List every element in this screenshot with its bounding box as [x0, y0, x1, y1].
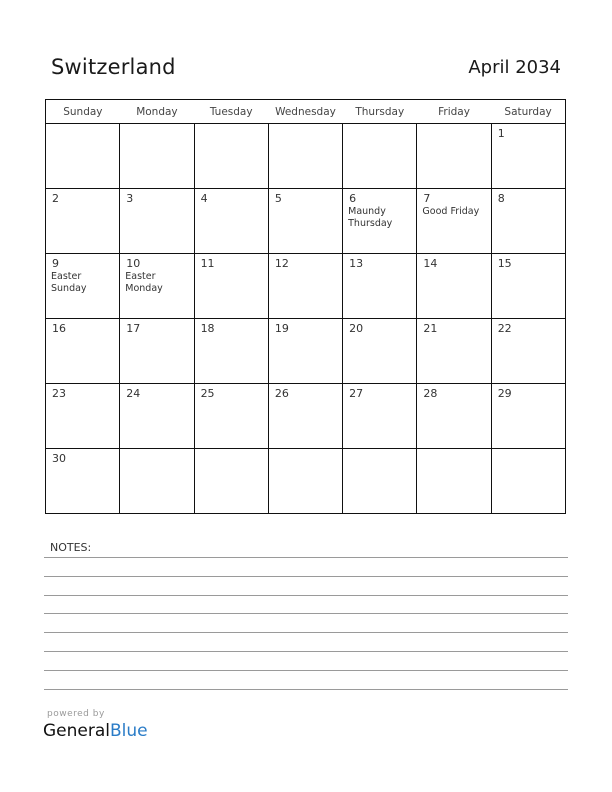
day-cell	[120, 254, 194, 319]
day-cell	[343, 254, 417, 319]
day-number	[195, 449, 268, 452]
day-number: 18	[200, 322, 215, 335]
day-number	[492, 449, 565, 452]
day-cell	[343, 449, 417, 514]
generalblue-logo	[43, 721, 148, 741]
week-row	[46, 319, 566, 384]
day-cell	[343, 384, 417, 449]
notes-line	[44, 689, 568, 690]
week-row	[46, 124, 566, 189]
day-cell	[46, 124, 120, 189]
notes-line	[44, 576, 568, 577]
day-number: 9	[52, 257, 59, 270]
calendar-grid	[45, 99, 566, 514]
notes-line	[44, 595, 568, 596]
day-number: 11	[200, 257, 215, 270]
day-number: 24	[126, 387, 141, 400]
day-number: 8	[497, 192, 505, 205]
day-number: 7	[423, 192, 431, 205]
day-number	[195, 124, 268, 127]
day-number: 27	[349, 387, 364, 400]
day-cell	[343, 124, 417, 189]
day-cell	[46, 319, 120, 384]
weekday-thursday: Thursday	[343, 100, 417, 124]
notes-line	[44, 557, 568, 558]
day-cell	[343, 189, 417, 254]
day-cell	[120, 189, 194, 254]
weekday-monday: Monday	[120, 100, 194, 124]
day-number: 16	[52, 322, 66, 335]
day-number: 3	[126, 192, 134, 205]
day-number	[417, 449, 490, 452]
day-number: 17	[126, 322, 141, 335]
day-number: 19	[274, 322, 289, 335]
holiday-label: Easter Sunday	[51, 271, 87, 294]
day-cell	[268, 319, 342, 384]
day-number: 29	[497, 387, 512, 400]
day-cell	[194, 319, 268, 384]
day-number	[120, 124, 193, 127]
day-cell	[268, 384, 342, 449]
notes-line	[44, 651, 568, 652]
day-number: 28	[423, 387, 438, 400]
holiday-label: Good Friday	[422, 206, 480, 217]
powered-by-label: powered by	[47, 709, 105, 719]
day-number: 23	[52, 387, 66, 400]
day-number: 20	[349, 322, 364, 335]
day-number: 25	[200, 387, 215, 400]
weekday-saturday: Saturday	[491, 100, 565, 124]
day-cell	[194, 189, 268, 254]
day-cell	[417, 254, 491, 319]
weekday-wednesday: Wednesday	[268, 100, 342, 124]
day-cell	[46, 384, 120, 449]
day-cell	[194, 254, 268, 319]
day-cell	[194, 449, 268, 514]
day-number	[417, 124, 490, 127]
day-cell	[417, 189, 491, 254]
day-cell	[417, 319, 491, 384]
day-number	[343, 449, 416, 452]
day-number: 22	[497, 322, 512, 335]
day-cell	[46, 254, 120, 319]
notes-line	[44, 632, 568, 633]
day-cell	[417, 124, 491, 189]
day-cell	[268, 189, 342, 254]
day-cell	[46, 189, 120, 254]
day-number: 30	[52, 452, 66, 465]
day-number	[269, 449, 342, 452]
day-cell	[491, 319, 565, 384]
day-cell	[491, 254, 565, 319]
day-cell	[491, 124, 565, 189]
week-row	[46, 384, 566, 449]
day-number	[46, 124, 119, 127]
notes-line	[44, 670, 568, 671]
weekday-header-row	[46, 100, 566, 124]
day-number: 13	[349, 257, 364, 270]
notes-label: NOTES:	[50, 541, 92, 554]
country-title: Switzerland	[51, 55, 176, 79]
month-year-title: April 2034	[468, 57, 561, 78]
holiday-label: Easter Monday	[125, 271, 163, 294]
day-number: 15	[497, 257, 512, 270]
day-cell	[46, 449, 120, 514]
day-cell	[268, 449, 342, 514]
day-cell	[268, 124, 342, 189]
week-row	[46, 189, 566, 254]
day-number: 4	[200, 192, 208, 205]
day-cell	[120, 449, 194, 514]
day-cell	[120, 384, 194, 449]
day-cell	[194, 384, 268, 449]
day-cell	[491, 384, 565, 449]
day-cell	[120, 124, 194, 189]
brand-general: General	[43, 721, 110, 741]
notes-line	[44, 613, 568, 614]
day-number	[269, 124, 342, 127]
day-number	[120, 449, 193, 452]
holiday-label: Maundy Thursday	[348, 206, 393, 229]
week-row	[46, 449, 566, 514]
day-number: 10	[126, 257, 141, 270]
day-cell	[120, 319, 194, 384]
day-number: 14	[423, 257, 438, 270]
day-cell	[491, 189, 565, 254]
day-number: 21	[423, 322, 438, 335]
weekday-friday: Friday	[417, 100, 491, 124]
weekday-sunday: Sunday	[46, 100, 120, 124]
brand-blue: Blue	[110, 721, 148, 741]
day-number: 2	[52, 192, 59, 205]
day-number: 6	[349, 192, 357, 205]
day-cell	[194, 124, 268, 189]
day-number: 12	[274, 257, 289, 270]
day-number: 5	[274, 192, 282, 205]
day-number	[343, 124, 416, 127]
day-number: 26	[274, 387, 289, 400]
day-cell	[343, 319, 417, 384]
day-cell	[417, 384, 491, 449]
day-number: 1	[497, 127, 505, 140]
day-cell	[491, 449, 565, 514]
day-cell	[417, 449, 491, 514]
day-cell	[268, 254, 342, 319]
week-row	[46, 254, 566, 319]
weekday-tuesday: Tuesday	[194, 100, 268, 124]
